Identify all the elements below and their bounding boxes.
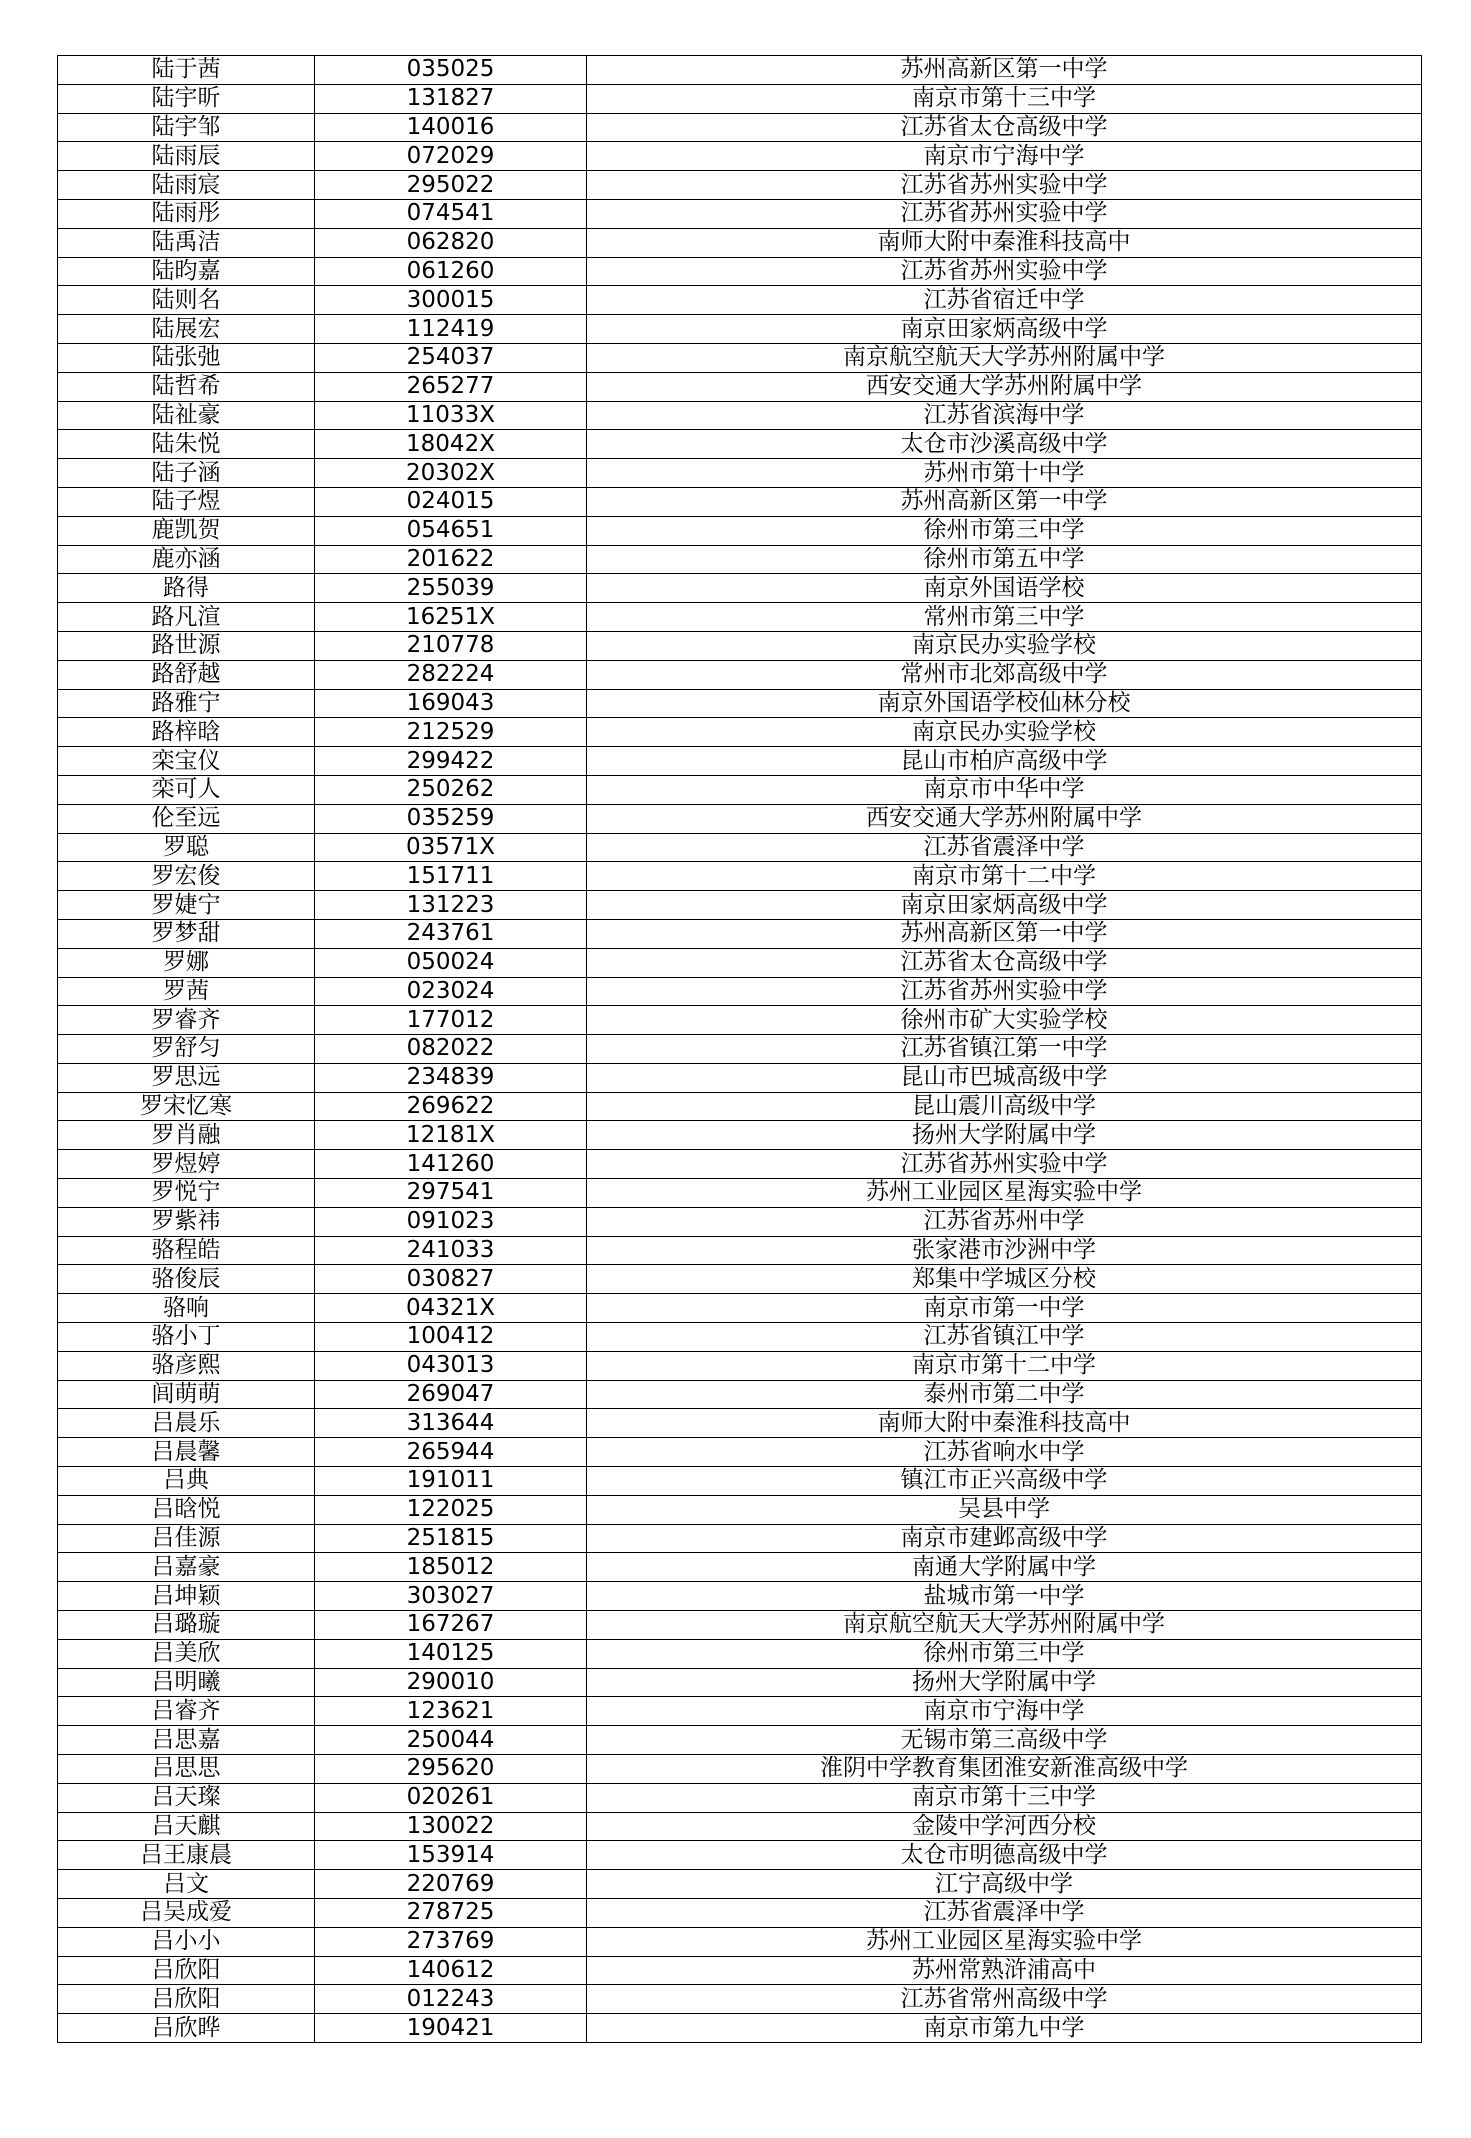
- student-id-cell: 282224: [315, 660, 587, 689]
- student-id-cell: 035259: [315, 804, 587, 833]
- student-id-cell: 11033X: [315, 401, 587, 430]
- school-name-cell: 徐州市第三中学: [587, 1639, 1422, 1668]
- student-id-cell: 151711: [315, 862, 587, 891]
- school-name-cell: 南京市第一中学: [587, 1294, 1422, 1323]
- student-id-cell: 112419: [315, 315, 587, 344]
- student-name-cell: 罗娜: [58, 948, 315, 977]
- table-row: [58, 919, 1422, 948]
- table-row: [58, 1121, 1422, 1150]
- table-row: [58, 833, 1422, 862]
- table-row: [58, 1841, 1422, 1870]
- school-name-cell: 郑集中学城区分校: [587, 1265, 1422, 1294]
- student-name-cell: 罗宋忆寒: [58, 1092, 315, 1121]
- school-name-cell: 江宁高级中学: [587, 1870, 1422, 1899]
- student-id-cell: 050024: [315, 948, 587, 977]
- student-id-cell: 012243: [315, 1985, 587, 2014]
- school-name-cell: 南京市第十二中学: [587, 1351, 1422, 1380]
- student-id-cell: 212529: [315, 718, 587, 747]
- student-name-cell: 吕美欣: [58, 1639, 315, 1668]
- student-id-cell: 169043: [315, 689, 587, 718]
- table-row: [58, 1553, 1422, 1582]
- student-id-cell: 123621: [315, 1697, 587, 1726]
- table-row: [58, 516, 1422, 545]
- roster-table-body: [58, 56, 1422, 2043]
- student-id-cell: 03571X: [315, 833, 587, 862]
- table-row: [58, 1092, 1422, 1121]
- table-row: [58, 1668, 1422, 1697]
- student-name-cell: 罗悦宁: [58, 1179, 315, 1208]
- student-id-cell: 191011: [315, 1467, 587, 1496]
- school-name-cell: 苏州常熟浒浦高中: [587, 1956, 1422, 1985]
- table-row: [58, 1063, 1422, 1092]
- school-name-cell: 江苏省苏州实验中学: [587, 171, 1422, 200]
- student-name-cell: 吕璐璇: [58, 1611, 315, 1640]
- table-row: [58, 775, 1422, 804]
- table-row: [58, 1150, 1422, 1179]
- student-id-cell: 072029: [315, 142, 587, 171]
- table-row: [58, 1985, 1422, 2014]
- student-id-cell: 054651: [315, 516, 587, 545]
- student-id-cell: 278725: [315, 1899, 587, 1928]
- student-name-cell: 吕王康晨: [58, 1841, 315, 1870]
- student-name-cell: 骆小丁: [58, 1323, 315, 1352]
- school-name-cell: 徐州市第三中学: [587, 516, 1422, 545]
- student-id-cell: 023024: [315, 977, 587, 1006]
- student-name-cell: 吕吴成爱: [58, 1899, 315, 1928]
- student-id-cell: 250262: [315, 775, 587, 804]
- school-name-cell: 吴县中学: [587, 1495, 1422, 1524]
- student-id-cell: 167267: [315, 1611, 587, 1640]
- table-row: [58, 891, 1422, 920]
- student-id-cell: 241033: [315, 1236, 587, 1265]
- student-name-cell: 吕欣阳: [58, 1956, 315, 1985]
- table-row: [58, 1639, 1422, 1668]
- student-name-cell: 骆程皓: [58, 1236, 315, 1265]
- school-name-cell: 南京市第九中学: [587, 2014, 1422, 2043]
- student-id-cell: 153914: [315, 1841, 587, 1870]
- student-name-cell: 伦至远: [58, 804, 315, 833]
- table-row: [58, 1956, 1422, 1985]
- student-name-cell: 罗肖融: [58, 1121, 315, 1150]
- school-name-cell: 张家港市沙洲中学: [587, 1236, 1422, 1265]
- student-name-cell: 陆子煜: [58, 487, 315, 516]
- student-id-cell: 131223: [315, 891, 587, 920]
- student-id-cell: 020261: [315, 1783, 587, 1812]
- student-name-cell: 路梓晗: [58, 718, 315, 747]
- student-name-cell: 吕晗悦: [58, 1495, 315, 1524]
- table-row: [58, 689, 1422, 718]
- student-id-cell: 243761: [315, 919, 587, 948]
- student-id-cell: 100412: [315, 1323, 587, 1352]
- school-name-cell: 江苏省常州高级中学: [587, 1985, 1422, 2014]
- student-name-cell: 吕天璨: [58, 1783, 315, 1812]
- student-id-cell: 12181X: [315, 1121, 587, 1150]
- table-row: [58, 1236, 1422, 1265]
- student-name-cell: 栾宝仪: [58, 747, 315, 776]
- student-id-cell: 190421: [315, 2014, 587, 2043]
- table-row: [58, 142, 1422, 171]
- student-id-cell: 18042X: [315, 430, 587, 459]
- table-row: [58, 804, 1422, 833]
- student-id-cell: 061260: [315, 257, 587, 286]
- table-row: [58, 1582, 1422, 1611]
- school-name-cell: 苏州高新区第一中学: [587, 487, 1422, 516]
- table-row: [58, 257, 1422, 286]
- student-name-cell: 吕睿齐: [58, 1697, 315, 1726]
- school-name-cell: 南京市中华中学: [587, 775, 1422, 804]
- student-name-cell: 闾萌萌: [58, 1380, 315, 1409]
- table-row: [58, 1783, 1422, 1812]
- student-id-cell: 140612: [315, 1956, 587, 1985]
- school-name-cell: 西安交通大学苏州附属中学: [587, 372, 1422, 401]
- student-name-cell: 栾可人: [58, 775, 315, 804]
- table-row: [58, 228, 1422, 257]
- table-row: [58, 459, 1422, 488]
- table-row: [58, 2014, 1422, 2043]
- student-name-cell: 陆雨辰: [58, 142, 315, 171]
- student-name-cell: 罗煜婷: [58, 1150, 315, 1179]
- student-name-cell: 骆俊辰: [58, 1265, 315, 1294]
- table-row: [58, 1380, 1422, 1409]
- student-name-cell: 路雅宁: [58, 689, 315, 718]
- student-name-cell: 陆祉豪: [58, 401, 315, 430]
- table-row: [58, 315, 1422, 344]
- school-name-cell: 昆山市柏庐高级中学: [587, 747, 1422, 776]
- school-name-cell: 南京民办实验学校: [587, 631, 1422, 660]
- student-name-cell: 吕明曦: [58, 1668, 315, 1697]
- student-id-cell: 131827: [315, 84, 587, 113]
- school-name-cell: 泰州市第二中学: [587, 1380, 1422, 1409]
- school-name-cell: 南京市第十二中学: [587, 862, 1422, 891]
- table-row: [58, 747, 1422, 776]
- school-name-cell: 无锡市第三高级中学: [587, 1726, 1422, 1755]
- school-name-cell: 江苏省苏州实验中学: [587, 257, 1422, 286]
- school-name-cell: 南京市宁海中学: [587, 142, 1422, 171]
- student-name-cell: 罗聪: [58, 833, 315, 862]
- school-name-cell: 常州市北郊高级中学: [587, 660, 1422, 689]
- school-name-cell: 镇江市正兴高级中学: [587, 1467, 1422, 1496]
- student-id-cell: 313644: [315, 1409, 587, 1438]
- student-name-cell: 吕天麒: [58, 1812, 315, 1841]
- student-name-cell: 吕小小: [58, 1927, 315, 1956]
- student-name-cell: 吕晨乐: [58, 1409, 315, 1438]
- school-name-cell: 徐州市第五中学: [587, 545, 1422, 574]
- school-name-cell: 南师大附中秦淮科技高中: [587, 228, 1422, 257]
- school-name-cell: 南京市宁海中学: [587, 1697, 1422, 1726]
- school-name-cell: 南师大附中秦淮科技高中: [587, 1409, 1422, 1438]
- table-row: [58, 1179, 1422, 1208]
- school-name-cell: 苏州高新区第一中学: [587, 56, 1422, 85]
- school-name-cell: 江苏省镇江中学: [587, 1323, 1422, 1352]
- student-id-cell: 062820: [315, 228, 587, 257]
- table-row: [58, 1495, 1422, 1524]
- student-id-cell: 035025: [315, 56, 587, 85]
- table-row: [58, 56, 1422, 85]
- table-row: [58, 1265, 1422, 1294]
- student-name-cell: 陆张弛: [58, 343, 315, 372]
- table-row: [58, 113, 1422, 142]
- table-row: [58, 718, 1422, 747]
- school-name-cell: 江苏省太仓高级中学: [587, 113, 1422, 142]
- student-name-cell: 陆哲希: [58, 372, 315, 401]
- student-name-cell: 吕思嘉: [58, 1726, 315, 1755]
- table-row: [58, 1899, 1422, 1928]
- table-row: [58, 1207, 1422, 1236]
- student-id-cell: 255039: [315, 574, 587, 603]
- table-row: [58, 430, 1422, 459]
- student-name-cell: 吕欣阳: [58, 1985, 315, 2014]
- student-roster-table: [57, 55, 1422, 2043]
- student-name-cell: 陆禹洁: [58, 228, 315, 257]
- table-row: [58, 372, 1422, 401]
- school-name-cell: 金陵中学河西分校: [587, 1812, 1422, 1841]
- table-row: [58, 1409, 1422, 1438]
- student-id-cell: 122025: [315, 1495, 587, 1524]
- student-name-cell: 陆雨彤: [58, 199, 315, 228]
- school-name-cell: 南京航空航天大学苏州附属中学: [587, 1611, 1422, 1640]
- student-id-cell: 16251X: [315, 603, 587, 632]
- student-name-cell: 吕佳源: [58, 1524, 315, 1553]
- student-id-cell: 290010: [315, 1668, 587, 1697]
- student-name-cell: 罗梦甜: [58, 919, 315, 948]
- table-row: [58, 1294, 1422, 1323]
- student-id-cell: 295620: [315, 1755, 587, 1784]
- table-row: [58, 84, 1422, 113]
- table-row: [58, 977, 1422, 1006]
- school-name-cell: 南京航空航天大学苏州附属中学: [587, 343, 1422, 372]
- table-row: [58, 1351, 1422, 1380]
- student-name-cell: 罗舒匀: [58, 1035, 315, 1064]
- student-name-cell: 吕嘉豪: [58, 1553, 315, 1582]
- school-name-cell: 南京民办实验学校: [587, 718, 1422, 747]
- student-id-cell: 030827: [315, 1265, 587, 1294]
- table-row: [58, 603, 1422, 632]
- student-id-cell: 265277: [315, 372, 587, 401]
- table-row: [58, 171, 1422, 200]
- table-row: [58, 1611, 1422, 1640]
- school-name-cell: 江苏省宿迁中学: [587, 286, 1422, 315]
- table-row: [58, 545, 1422, 574]
- school-name-cell: 苏州工业园区星海实验中学: [587, 1927, 1422, 1956]
- student-id-cell: 185012: [315, 1553, 587, 1582]
- student-name-cell: 路凡渲: [58, 603, 315, 632]
- student-id-cell: 141260: [315, 1150, 587, 1179]
- school-name-cell: 南京田家炳高级中学: [587, 891, 1422, 920]
- table-row: [58, 1323, 1422, 1352]
- student-name-cell: 罗婕宁: [58, 891, 315, 920]
- school-name-cell: 江苏省苏州实验中学: [587, 1150, 1422, 1179]
- student-name-cell: 吕晨馨: [58, 1438, 315, 1467]
- student-id-cell: 251815: [315, 1524, 587, 1553]
- school-name-cell: 苏州市第十中学: [587, 459, 1422, 488]
- student-name-cell: 吕典: [58, 1467, 315, 1496]
- student-name-cell: 陆则名: [58, 286, 315, 315]
- student-name-cell: 吕文: [58, 1870, 315, 1899]
- table-row: [58, 1006, 1422, 1035]
- student-id-cell: 299422: [315, 747, 587, 776]
- student-name-cell: 路舒越: [58, 660, 315, 689]
- school-name-cell: 苏州工业园区星海实验中学: [587, 1179, 1422, 1208]
- table-row: [58, 1697, 1422, 1726]
- table-row: [58, 862, 1422, 891]
- student-name-cell: 陆宇邹: [58, 113, 315, 142]
- school-name-cell: 淮阴中学教育集团淮安新淮高级中学: [587, 1755, 1422, 1784]
- student-name-cell: 吕欣晔: [58, 2014, 315, 2043]
- student-name-cell: 骆彦熙: [58, 1351, 315, 1380]
- student-id-cell: 250044: [315, 1726, 587, 1755]
- table-row: [58, 660, 1422, 689]
- school-name-cell: 江苏省太仓高级中学: [587, 948, 1422, 977]
- school-name-cell: 江苏省震泽中学: [587, 833, 1422, 862]
- table-row: [58, 948, 1422, 977]
- student-name-cell: 吕思思: [58, 1755, 315, 1784]
- student-id-cell: 024015: [315, 487, 587, 516]
- school-name-cell: 南京市建邺高级中学: [587, 1524, 1422, 1553]
- school-name-cell: 江苏省苏州实验中学: [587, 199, 1422, 228]
- student-id-cell: 140125: [315, 1639, 587, 1668]
- student-id-cell: 140016: [315, 113, 587, 142]
- student-id-cell: 295022: [315, 171, 587, 200]
- student-id-cell: 300015: [315, 286, 587, 315]
- table-row: [58, 199, 1422, 228]
- school-name-cell: 盐城市第一中学: [587, 1582, 1422, 1611]
- student-id-cell: 297541: [315, 1179, 587, 1208]
- school-name-cell: 南京市第十三中学: [587, 1783, 1422, 1812]
- student-id-cell: 265944: [315, 1438, 587, 1467]
- table-row: [58, 1726, 1422, 1755]
- school-name-cell: 江苏省响水中学: [587, 1438, 1422, 1467]
- table-row: [58, 1870, 1422, 1899]
- student-name-cell: 陆朱悦: [58, 430, 315, 459]
- school-name-cell: 南通大学附属中学: [587, 1553, 1422, 1582]
- school-name-cell: 太仓市明德高级中学: [587, 1841, 1422, 1870]
- school-name-cell: 太仓市沙溪高级中学: [587, 430, 1422, 459]
- student-id-cell: 04321X: [315, 1294, 587, 1323]
- table-row: [58, 574, 1422, 603]
- student-name-cell: 鹿亦涵: [58, 545, 315, 574]
- student-name-cell: 罗宏俊: [58, 862, 315, 891]
- school-name-cell: 江苏省震泽中学: [587, 1899, 1422, 1928]
- student-id-cell: 201622: [315, 545, 587, 574]
- student-id-cell: 177012: [315, 1006, 587, 1035]
- student-name-cell: 罗紫祎: [58, 1207, 315, 1236]
- student-id-cell: 269047: [315, 1380, 587, 1409]
- table-row: [58, 1927, 1422, 1956]
- student-id-cell: 234839: [315, 1063, 587, 1092]
- student-name-cell: 罗茜: [58, 977, 315, 1006]
- table-row: [58, 1438, 1422, 1467]
- student-id-cell: 130022: [315, 1812, 587, 1841]
- student-name-cell: 吕坤颖: [58, 1582, 315, 1611]
- student-id-cell: 20302X: [315, 459, 587, 488]
- student-id-cell: 091023: [315, 1207, 587, 1236]
- student-id-cell: 210778: [315, 631, 587, 660]
- table-row: [58, 1035, 1422, 1064]
- school-name-cell: 昆山市巴城高级中学: [587, 1063, 1422, 1092]
- table-row: [58, 1467, 1422, 1496]
- student-name-cell: 罗睿齐: [58, 1006, 315, 1035]
- student-name-cell: 陆展宏: [58, 315, 315, 344]
- table-row: [58, 1524, 1422, 1553]
- school-name-cell: 江苏省镇江第一中学: [587, 1035, 1422, 1064]
- student-id-cell: 074541: [315, 199, 587, 228]
- student-id-cell: 273769: [315, 1927, 587, 1956]
- table-row: [58, 1812, 1422, 1841]
- student-id-cell: 303027: [315, 1582, 587, 1611]
- student-name-cell: 罗思远: [58, 1063, 315, 1092]
- table-row: [58, 487, 1422, 516]
- school-name-cell: 江苏省滨海中学: [587, 401, 1422, 430]
- school-name-cell: 西安交通大学苏州附属中学: [587, 804, 1422, 833]
- student-name-cell: 陆昀嘉: [58, 257, 315, 286]
- table-row: [58, 1755, 1422, 1784]
- school-name-cell: 常州市第三中学: [587, 603, 1422, 632]
- student-name-cell: 路得: [58, 574, 315, 603]
- table-row: [58, 343, 1422, 372]
- student-name-cell: 陆宇昕: [58, 84, 315, 113]
- school-name-cell: 南京田家炳高级中学: [587, 315, 1422, 344]
- student-name-cell: 鹿凯贺: [58, 516, 315, 545]
- school-name-cell: 扬州大学附属中学: [587, 1121, 1422, 1150]
- student-name-cell: 路世源: [58, 631, 315, 660]
- table-row: [58, 401, 1422, 430]
- student-name-cell: 陆雨宸: [58, 171, 315, 200]
- table-row: [58, 286, 1422, 315]
- school-name-cell: 南京外国语学校仙林分校: [587, 689, 1422, 718]
- school-name-cell: 南京外国语学校: [587, 574, 1422, 603]
- student-name-cell: 陆于茜: [58, 56, 315, 85]
- school-name-cell: 江苏省苏州中学: [587, 1207, 1422, 1236]
- table-row: [58, 631, 1422, 660]
- student-id-cell: 254037: [315, 343, 587, 372]
- school-name-cell: 南京市第十三中学: [587, 84, 1422, 113]
- student-id-cell: 220769: [315, 1870, 587, 1899]
- student-id-cell: 269622: [315, 1092, 587, 1121]
- student-id-cell: 043013: [315, 1351, 587, 1380]
- school-name-cell: 苏州高新区第一中学: [587, 919, 1422, 948]
- school-name-cell: 徐州市矿大实验学校: [587, 1006, 1422, 1035]
- school-name-cell: 扬州大学附属中学: [587, 1668, 1422, 1697]
- school-name-cell: 江苏省苏州实验中学: [587, 977, 1422, 1006]
- school-name-cell: 昆山震川高级中学: [587, 1092, 1422, 1121]
- student-name-cell: 骆响: [58, 1294, 315, 1323]
- student-id-cell: 082022: [315, 1035, 587, 1064]
- student-name-cell: 陆子涵: [58, 459, 315, 488]
